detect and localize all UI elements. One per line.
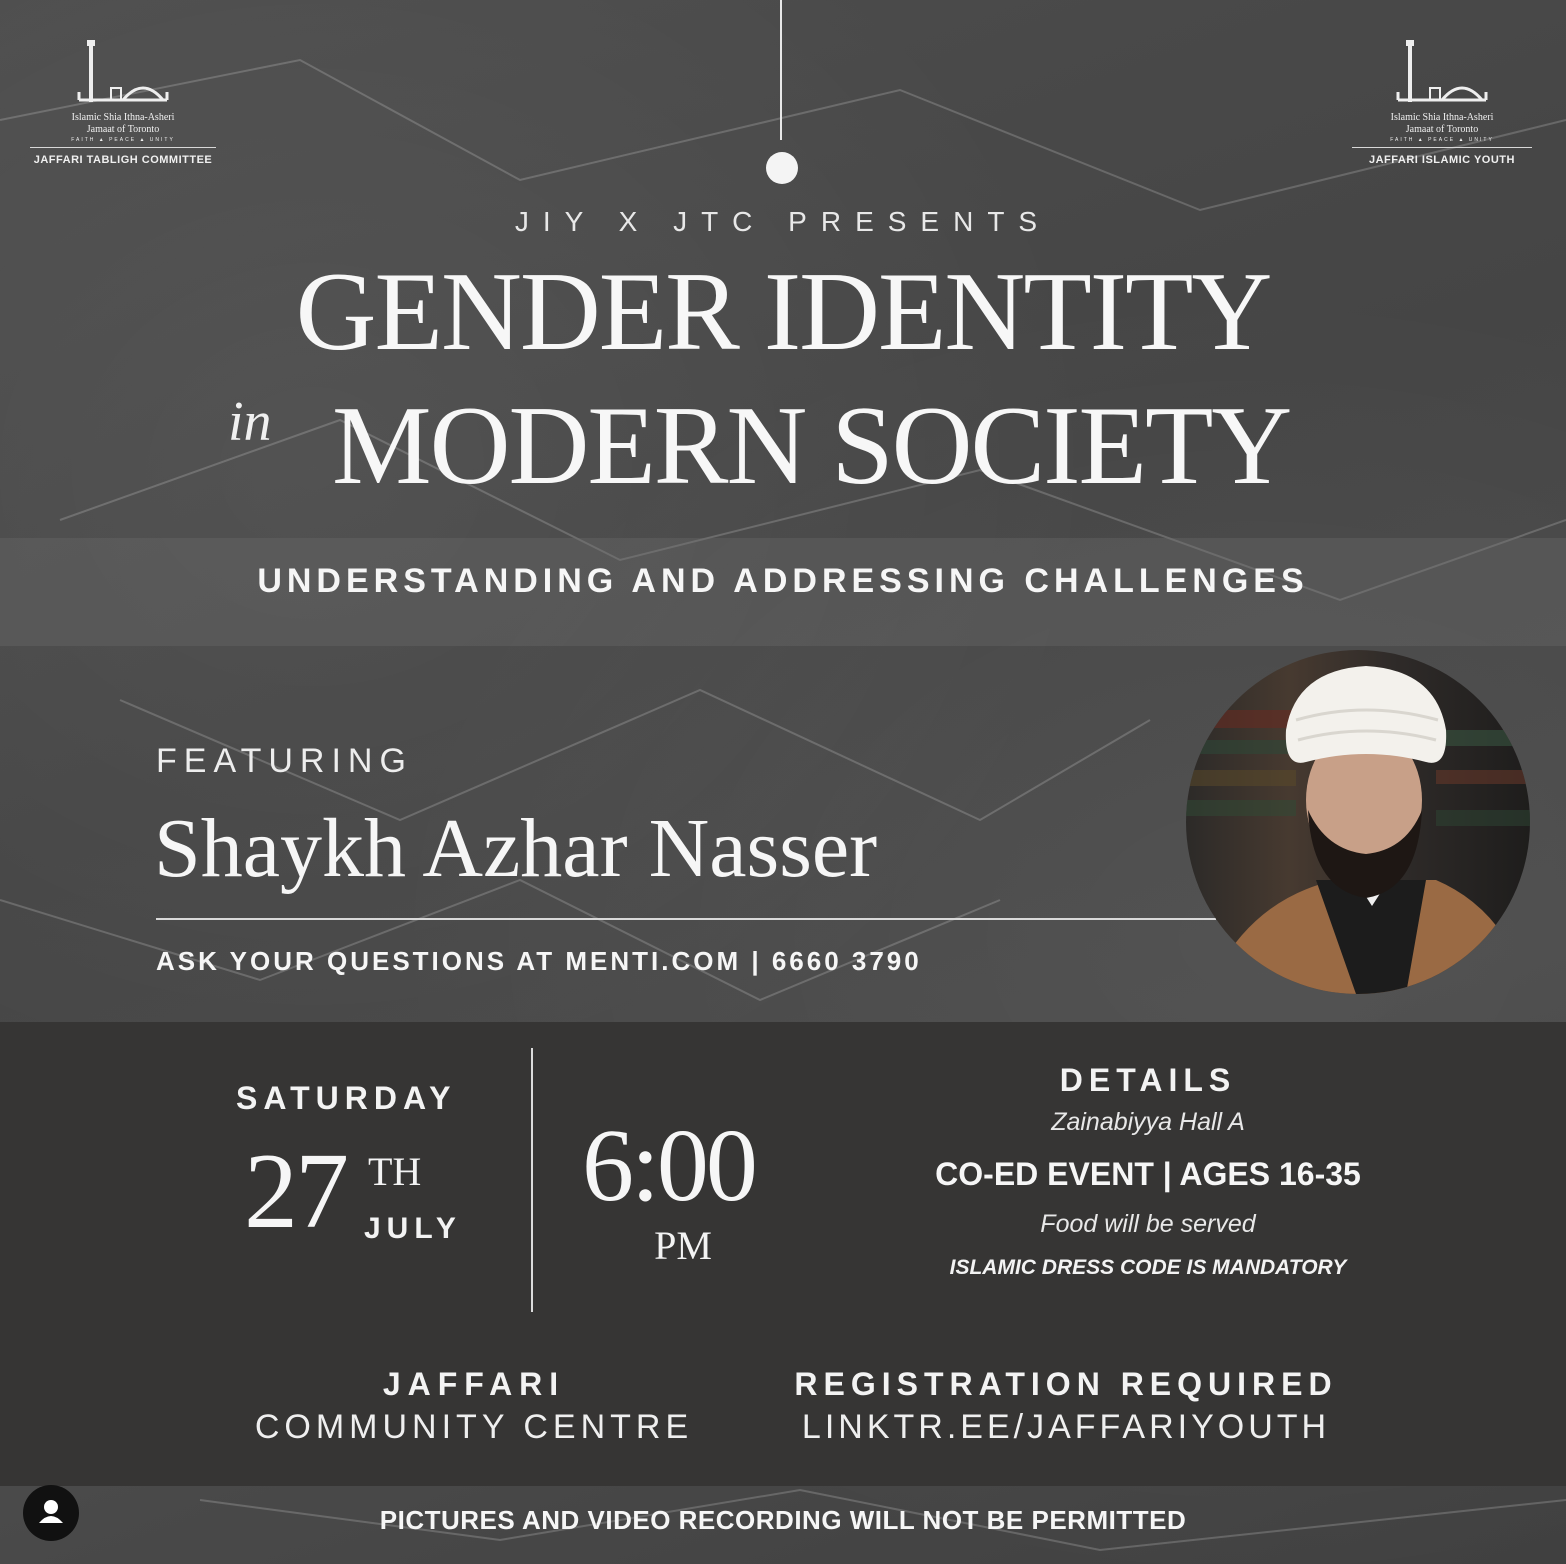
registration-heading: REGISTRATION REQUIRED — [794, 1366, 1338, 1402]
date-time-divider — [531, 1048, 533, 1312]
user-avatar-button[interactable] — [23, 1485, 79, 1541]
jaffari-tabligh-committee-logo — [30, 40, 216, 166]
user-avatar-icon — [23, 1485, 79, 1541]
details-venue: Zainabiyya Hall A — [1051, 1108, 1245, 1136]
featuring-label: FEATURING — [156, 742, 413, 780]
speaker-name: Shaykh Azhar Nasser — [154, 802, 878, 895]
logo-org-city: Jamaat of Toronto — [86, 124, 160, 135]
speaker-divider — [156, 918, 1216, 920]
logo-divider — [30, 147, 216, 148]
logo-org-city: Jamaat of Toronto — [1405, 124, 1479, 135]
event-day: 27 — [244, 1132, 346, 1251]
logo-org-name: Islamic Shia Ithna-Asheri — [1390, 112, 1494, 123]
hanging-ornament — [766, 152, 798, 184]
logo-motto: FAITH ▲ PEACE ▲ UNITY — [71, 137, 175, 143]
questions-info: ASK YOUR QUESTIONS AT MENTI.COM | 6660 3790 — [156, 946, 922, 976]
event-ampm: PM — [654, 1223, 712, 1268]
details-food: Food will be served — [1040, 1210, 1256, 1238]
logo-org-name: Islamic Shia Ithna-Asheri — [71, 112, 175, 123]
mosque-minaret-icon — [1382, 40, 1502, 112]
logo-committee-name: JAFFARI ISLAMIC YOUTH — [1369, 154, 1515, 166]
title-line-1: GENDER IDENTITY — [295, 250, 1271, 374]
presenters-line: JIY X JTC PRESENTS — [514, 206, 1052, 237]
registration-link[interactable]: LINKTR.EE/JAFFARIYOUTH — [801, 1408, 1331, 1446]
logo-committee-name: JAFFARI TABLIGH COMMITTEE — [33, 154, 213, 166]
jaffari-islamic-youth-logo — [1352, 40, 1532, 166]
details-dress-code: ISLAMIC DRESS CODE IS MANDATORY — [949, 1256, 1347, 1279]
event-day-suffix: TH — [368, 1149, 422, 1194]
logo-motto: FAITH ▲ PEACE ▲ UNITY — [1390, 137, 1494, 143]
title-line-2: MODERN SOCIETY — [332, 384, 1291, 508]
event-time: 6:00 — [582, 1108, 755, 1223]
event-weekday: SATURDAY — [236, 1080, 457, 1116]
speaker-photo — [1186, 650, 1530, 994]
event-month: JULY — [364, 1212, 462, 1245]
mosque-minaret-icon — [63, 40, 183, 112]
title-connector: in — [228, 391, 272, 453]
recording-notice: PICTURES AND VIDEO RECORDING WILL NOT BE PERMITTED — [379, 1505, 1187, 1535]
location-name: JAFFARI — [382, 1366, 566, 1402]
details-heading: DETAILS — [1059, 1062, 1237, 1098]
location-subtitle: COMMUNITY CENTRE — [254, 1408, 694, 1446]
details-audience: CO-ED EVENT | AGES 16-35 — [935, 1156, 1361, 1192]
speaker-portrait — [1186, 650, 1530, 994]
logo-divider — [1352, 147, 1532, 148]
hanging-line — [780, 0, 782, 140]
subtitle: UNDERSTANDING AND ADDRESSING CHALLENGES — [257, 562, 1309, 600]
